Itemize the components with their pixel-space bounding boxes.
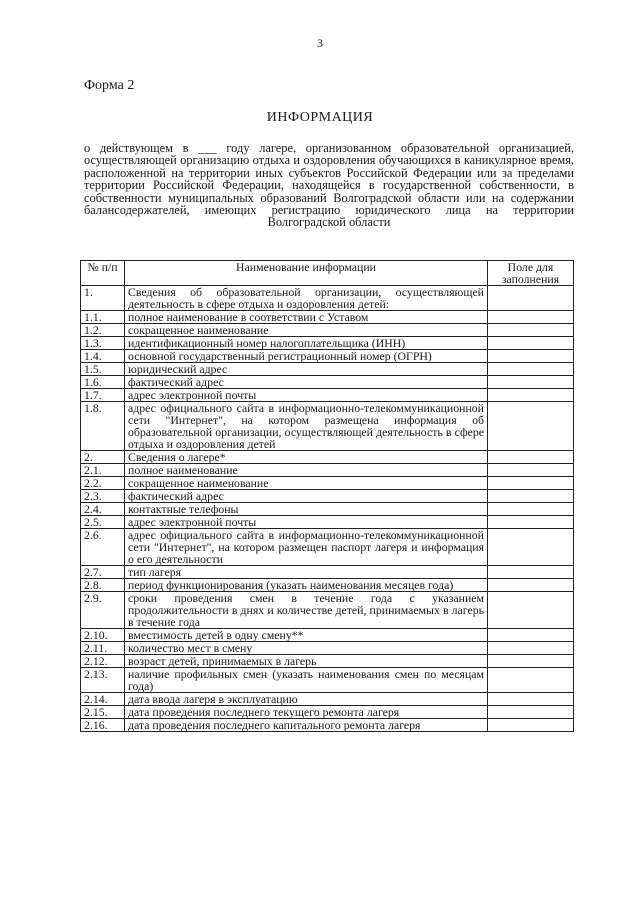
- row-name: фактический адрес: [125, 490, 488, 503]
- table-body: [81, 286, 574, 732]
- table-row: [81, 311, 574, 324]
- header-fill: Поле для заполнения: [488, 261, 574, 286]
- row-name: сокращенное наименование: [125, 324, 488, 337]
- row-name: основной государственный регистрационный номер (ОГРН): [125, 350, 488, 363]
- row-fill-field[interactable]: [488, 350, 574, 363]
- row-fill-field[interactable]: [488, 324, 574, 337]
- row-name: вместимость детей в одну смену**: [125, 629, 488, 642]
- table-row: [81, 350, 574, 363]
- table-row: [81, 464, 574, 477]
- row-name: Сведения о лагере*: [125, 451, 488, 464]
- table-row: [81, 451, 574, 464]
- row-name: дата проведения последнего текущего ремонта лагеря: [125, 706, 488, 719]
- row-fill-field[interactable]: [488, 286, 574, 311]
- header-number: № п/п: [81, 261, 125, 286]
- row-number: 2.10.: [81, 629, 125, 642]
- row-name: адрес официального сайта в информационно-телекоммуникационной сети "Интернет", на котором размещена информация об образовательной организации, осуществляющей деятельность в сфере отдыха и оздоровления детей: [125, 402, 488, 451]
- row-number: 1.1.: [81, 311, 125, 324]
- row-number: 1.7.: [81, 389, 125, 402]
- row-name: наличие профильных смен (указать наименования смен по месяцам года): [125, 668, 488, 693]
- table-row: [81, 579, 574, 592]
- row-fill-field[interactable]: [488, 566, 574, 579]
- table-row: [81, 706, 574, 719]
- row-number: 2.12.: [81, 655, 125, 668]
- row-number: 2.6.: [81, 529, 125, 566]
- row-number: 1.4.: [81, 350, 125, 363]
- row-number: 2.1.: [81, 464, 125, 477]
- row-fill-field[interactable]: [488, 389, 574, 402]
- information-table: [80, 260, 574, 732]
- row-number: 2.11.: [81, 642, 125, 655]
- row-fill-field[interactable]: [488, 311, 574, 324]
- row-number: 1.6.: [81, 376, 125, 389]
- table-row: [81, 376, 574, 389]
- table-row: [81, 629, 574, 642]
- row-fill-field[interactable]: [488, 668, 574, 693]
- row-number: 2.9.: [81, 592, 125, 629]
- row-number: 2.8.: [81, 579, 125, 592]
- row-number: 1.8.: [81, 402, 125, 451]
- row-number: 2.: [81, 451, 125, 464]
- table-row: [81, 529, 574, 566]
- row-fill-field[interactable]: [488, 719, 574, 732]
- table-row: [81, 337, 574, 350]
- row-fill-field[interactable]: [488, 642, 574, 655]
- row-name: фактический адрес: [125, 376, 488, 389]
- table-row: [81, 503, 574, 516]
- row-fill-field[interactable]: [488, 451, 574, 464]
- table-row: [81, 389, 574, 402]
- row-name: дата проведения последнего капитального ремонта лагеря: [125, 719, 488, 732]
- table-row: [81, 655, 574, 668]
- row-fill-field[interactable]: [488, 516, 574, 529]
- row-fill-field[interactable]: [488, 655, 574, 668]
- table-header-row: [81, 261, 574, 286]
- row-name: сроки проведения смен в течение года с указанием продолжительности в днях и количестве детей, принимаемых в лагерь в течение года: [125, 592, 488, 629]
- table-row: [81, 402, 574, 451]
- row-number: 1.: [81, 286, 125, 311]
- row-number: 2.2.: [81, 477, 125, 490]
- row-name: адрес электронной почты: [125, 389, 488, 402]
- row-name: период функционирования (указать наименования месяцев года): [125, 579, 488, 592]
- row-number: 1.3.: [81, 337, 125, 350]
- page-number: 3: [317, 36, 323, 50]
- row-fill-field[interactable]: [488, 464, 574, 477]
- row-number: 1.5.: [81, 363, 125, 376]
- document-title: ИНФОРМАЦИЯ: [266, 110, 374, 125]
- row-fill-field[interactable]: [488, 402, 574, 451]
- row-number: 2.3.: [81, 490, 125, 503]
- row-fill-field[interactable]: [488, 376, 574, 389]
- row-name: адрес официального сайта в информационно-телекоммуникационной сети "Интернет", на котором размещен паспорт лагеря и информация о его деятельности: [125, 529, 488, 566]
- row-number: 2.16.: [81, 719, 125, 732]
- table-row: [81, 719, 574, 732]
- row-number: 1.2.: [81, 324, 125, 337]
- row-fill-field[interactable]: [488, 529, 574, 566]
- row-number: 2.14.: [81, 693, 125, 706]
- table-row: [81, 324, 574, 337]
- row-name: сокращенное наименование: [125, 477, 488, 490]
- row-name: идентификационный номер налогоплательщика (ИНН): [125, 337, 488, 350]
- row-number: 2.5.: [81, 516, 125, 529]
- row-fill-field[interactable]: [488, 503, 574, 516]
- row-name: контактные телефоны: [125, 503, 488, 516]
- row-fill-field[interactable]: [488, 693, 574, 706]
- row-name: дата ввода лагеря в эксплуатацию: [125, 693, 488, 706]
- row-fill-field[interactable]: [488, 579, 574, 592]
- intro-paragraph: о действующем в ___ году лагере, организованном образовательной организацией, осуществляющей организацию отдыха и оздоровления обучающихся в каникулярное время, расположенной на территории иных субъектов Российской Федерации или за пределами территории Российской Федерации, находящейся в государственной собственности, в собственности муниципальных образований Волгоградской области или на содержании балансодержателей, имеющих регистрацию юридического лица на территории Волгоградской области: [84, 141, 574, 230]
- table-row: [81, 592, 574, 629]
- row-fill-field[interactable]: [488, 363, 574, 376]
- table-row: [81, 516, 574, 529]
- row-name: тип лагеря: [125, 566, 488, 579]
- row-name: количество мест в смену: [125, 642, 488, 655]
- row-number: 2.7.: [81, 566, 125, 579]
- row-number: 2.4.: [81, 503, 125, 516]
- row-fill-field[interactable]: [488, 490, 574, 503]
- table-row: [81, 668, 574, 693]
- table-row: [81, 566, 574, 579]
- table-row: [81, 693, 574, 706]
- row-fill-field[interactable]: [488, 706, 574, 719]
- row-fill-field[interactable]: [488, 337, 574, 350]
- row-number: 2.13.: [81, 668, 125, 693]
- row-fill-field[interactable]: [488, 477, 574, 490]
- row-name: полное наименование в соответствии с Уставом: [125, 311, 488, 324]
- header-name: Наименование информации: [125, 261, 488, 286]
- row-fill-field[interactable]: [488, 629, 574, 642]
- table-row: [81, 286, 574, 311]
- row-name: возраст детей, принимаемых в лагерь: [125, 655, 488, 668]
- row-name: адрес электронной почты: [125, 516, 488, 529]
- form-label: Форма 2: [84, 78, 135, 93]
- table-row: [81, 642, 574, 655]
- table-row: [81, 477, 574, 490]
- row-name: полное наименование: [125, 464, 488, 477]
- row-name: юридический адрес: [125, 363, 488, 376]
- row-fill-field[interactable]: [488, 592, 574, 629]
- row-name: Сведения об образовательной организации, осуществляющей деятельность в сфере отдыха и оздоровления детей:: [125, 286, 488, 311]
- row-number: 2.15.: [81, 706, 125, 719]
- table-row: [81, 490, 574, 503]
- table-row: [81, 363, 574, 376]
